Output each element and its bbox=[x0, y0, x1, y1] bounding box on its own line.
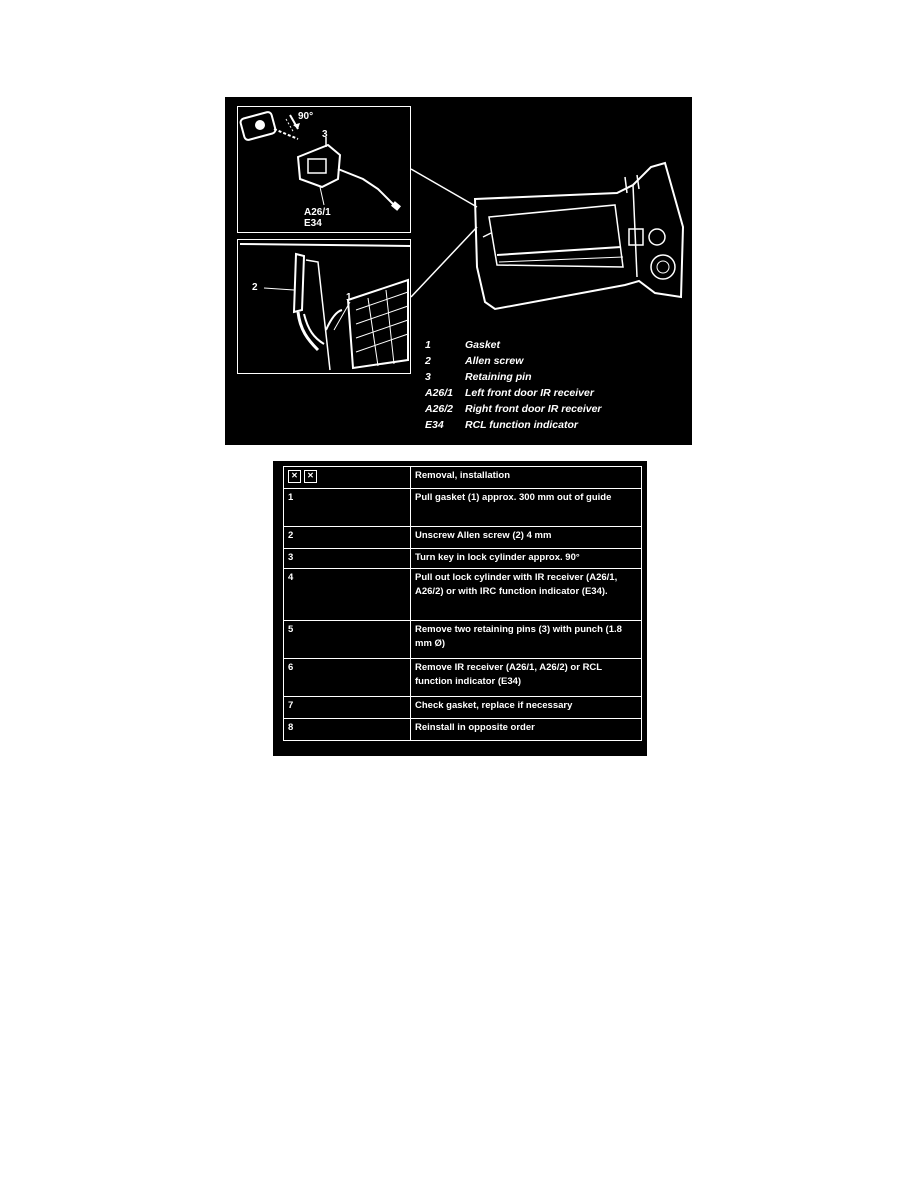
gasket-callout: 1 bbox=[346, 292, 352, 303]
step-text: Pull out lock cylinder with IR receiver (A26/1, A26/2) or with IRC function indicator (E34). bbox=[411, 569, 642, 621]
legend-item: E34 RCL function indicator bbox=[425, 419, 578, 431]
legend-item: A26/1 Left front door IR receiver bbox=[425, 387, 594, 399]
screw-callout: 2 bbox=[252, 282, 258, 293]
diagram-legend bbox=[425, 337, 645, 433]
header-title: Removal, installation bbox=[411, 467, 642, 489]
step-text: Check gasket, replace if necessary bbox=[411, 697, 642, 719]
step-number: 1 bbox=[284, 489, 411, 527]
procedure-panel bbox=[273, 461, 647, 756]
header-icons-cell bbox=[284, 467, 411, 489]
step-number: 3 bbox=[284, 549, 411, 569]
step-text: Unscrew Allen screw (2) 4 mm bbox=[411, 527, 642, 549]
legend-item: 1 Gasket bbox=[425, 339, 501, 351]
legend-item: 3 Retaining pin bbox=[425, 371, 532, 383]
step-number: 7 bbox=[284, 697, 411, 719]
table-row bbox=[284, 697, 642, 719]
angle-callout: 90° bbox=[298, 111, 314, 122]
door-diagram bbox=[225, 97, 692, 445]
table-row bbox=[284, 719, 642, 741]
step-number: 8 bbox=[284, 719, 411, 741]
step-text: Pull gasket (1) approx. 300 mm out of guide bbox=[411, 489, 642, 527]
step-text: Remove IR receiver (A26/1, A26/2) or RCL function indicator (E34) bbox=[411, 659, 642, 697]
step-text: Turn key in lock cylinder approx. 90° bbox=[411, 549, 642, 569]
step-text: Reinstall in opposite order bbox=[411, 719, 642, 741]
table-row bbox=[284, 569, 642, 621]
legend-item: 2 Allen screw bbox=[425, 355, 524, 367]
step-number: 5 bbox=[284, 621, 411, 659]
legend-item: A26/2 Right front door IR receiver bbox=[425, 403, 602, 415]
remove-icon: ✕ bbox=[288, 470, 301, 483]
step-text: Remove two retaining pins (3) with punch (1.8 mm Ø) bbox=[411, 621, 642, 659]
indicator-callout: E34 bbox=[304, 218, 322, 229]
install-icon: ✕ bbox=[304, 470, 317, 483]
step-number: 2 bbox=[284, 527, 411, 549]
table-row bbox=[284, 489, 642, 527]
table-row bbox=[284, 621, 642, 659]
step-number: 4 bbox=[284, 569, 411, 621]
table-row bbox=[284, 659, 642, 697]
table-row bbox=[284, 549, 642, 569]
receiver-callout: A26/1 bbox=[304, 207, 331, 218]
table-row bbox=[284, 527, 642, 549]
procedure-table bbox=[283, 466, 642, 741]
table-header-row bbox=[284, 467, 642, 489]
retaining-pin-callout: 3 bbox=[322, 129, 328, 140]
step-number: 6 bbox=[284, 659, 411, 697]
